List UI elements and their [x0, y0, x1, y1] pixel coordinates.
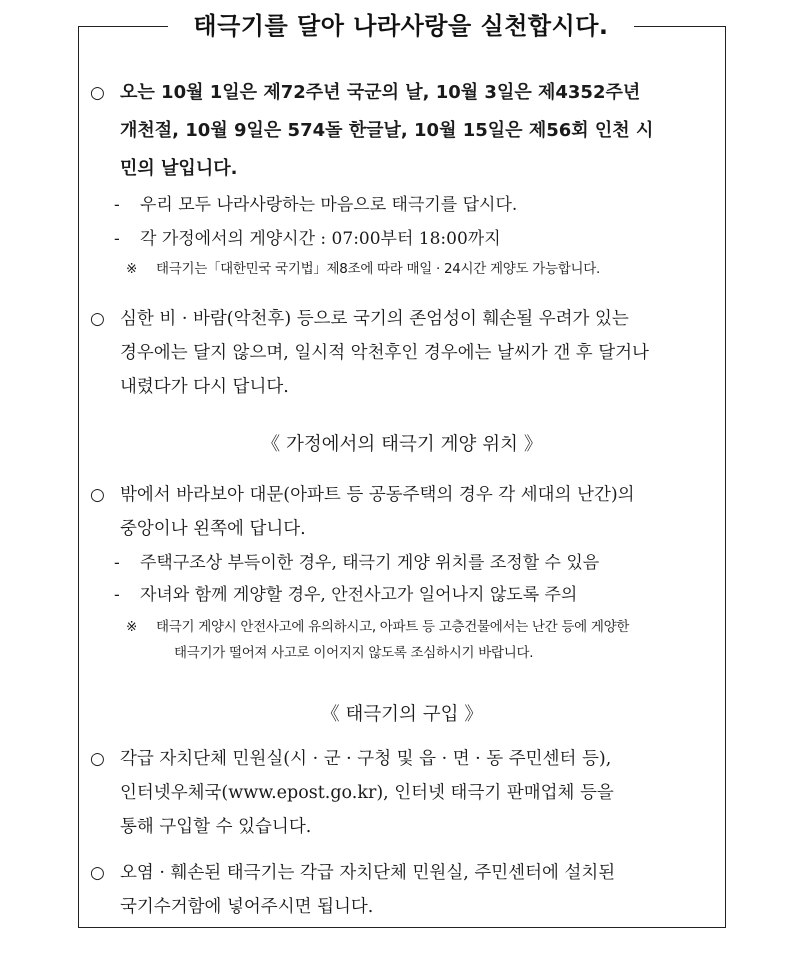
dash-text: 각 가정에서의 게양시간 : 07:00부터 18:00까지 [140, 229, 501, 249]
note-text: 태극기 게양시 안전사고에 유의하시고, 아파트 등 고층건물에서는 난간 등에 게양한 [156, 619, 630, 635]
text-line: 밖에서 바라보아 대문(아파트 등 공동주택의 경우 각 세대의 난간)의 [120, 485, 635, 505]
note-item [88, 614, 720, 666]
paragraph-holidays [88, 76, 720, 186]
notice-title: 태극기를 달아 나라사랑을 실천합시다. [168, 5, 634, 47]
dash-item [88, 580, 720, 610]
note-text: 태극기가 떨어져 사고로 이어지지 않도록 조심하시기 바랍니다. [174, 645, 534, 661]
bullet-circle: ○ [90, 485, 105, 505]
note-mark: ※ [126, 619, 138, 635]
section-holidays [88, 76, 720, 186]
section-purchase [88, 742, 720, 844]
dash-item [88, 190, 720, 220]
section-position [88, 478, 720, 666]
bullet-circle: ○ [90, 83, 105, 103]
dash-item [88, 224, 720, 254]
text-line: 오염 · 훼손된 태극기는 각급 자치단체 민원실, 주민센터에 설치된 [120, 863, 616, 883]
bullet-circle: ○ [90, 749, 105, 769]
note-item [88, 256, 720, 282]
bullet-circle: ○ [90, 309, 105, 329]
note-mark: ※ [126, 261, 138, 277]
note-text: 태극기는「대한민국 국기법」제8조에 따라 매일 · 24시간 게양도 가능합니다. [156, 261, 600, 277]
text-line: 각급 자치단체 민원실(시 · 군 · 구청 및 읍 · 면 · 동 주민센터 등), [120, 749, 612, 769]
text-line: 중앙이나 왼쪽에 답니다. [120, 519, 306, 539]
heading-purchase: 《 태극기의 구입 》 [321, 704, 483, 725]
text-line: 경우에는 달지 않으며, 일시적 악천후인 경우에는 날씨가 갠 후 달거나 [120, 343, 649, 363]
text-line: 민의 날입니다. [120, 158, 238, 179]
paragraph-bad-weather [88, 302, 720, 404]
text-line: 내렸다가 다시 답니다. [120, 377, 289, 397]
paragraph-purchase [88, 742, 720, 844]
bullet-circle: ○ [90, 863, 105, 883]
paragraph-position [88, 478, 720, 546]
text-line: 개천절, 10월 9일은 574돌 한글날, 10월 15일은 제56회 인천 시 [120, 120, 654, 141]
section-bad-weather [88, 302, 720, 404]
dash-text: 우리 모두 나라사랑하는 마음으로 태극기를 답시다. [140, 195, 518, 215]
dash-mark: - [114, 585, 120, 605]
text-line: 통해 구입할 수 있습니다. [120, 817, 312, 837]
heading-hoisting-position: 《 가정에서의 태극기 게양 위치 》 [261, 434, 543, 455]
dash-text: 주택구조상 부득이한 경우, 태극기 게양 위치를 조정할 수 있음 [140, 553, 600, 573]
text-line: 심한 비 · 바람(악천후) 등으로 국기의 존엄성이 훼손될 우려가 있는 [120, 309, 629, 329]
dash-mark: - [114, 229, 120, 249]
paragraph-disposal [88, 856, 720, 924]
text-line: 국기수거함에 넣어주시면 됩니다. [120, 897, 374, 917]
text-line: 인터넷우체국(www.epost.go.kr), 인터넷 태극기 판매업체 등을 [120, 783, 614, 803]
section-disposal [88, 856, 720, 924]
dash-mark: - [114, 195, 120, 215]
text-line: 오는 10월 1일은 제72주년 국군의 날, 10월 3일은 제4352주년 [120, 82, 641, 103]
dash-text: 자녀와 함께 게양할 경우, 안전사고가 일어나지 않도록 주의 [140, 585, 578, 605]
dash-item [88, 548, 720, 578]
dash-mark: - [114, 553, 120, 573]
section-hoisting-guide [88, 190, 720, 282]
